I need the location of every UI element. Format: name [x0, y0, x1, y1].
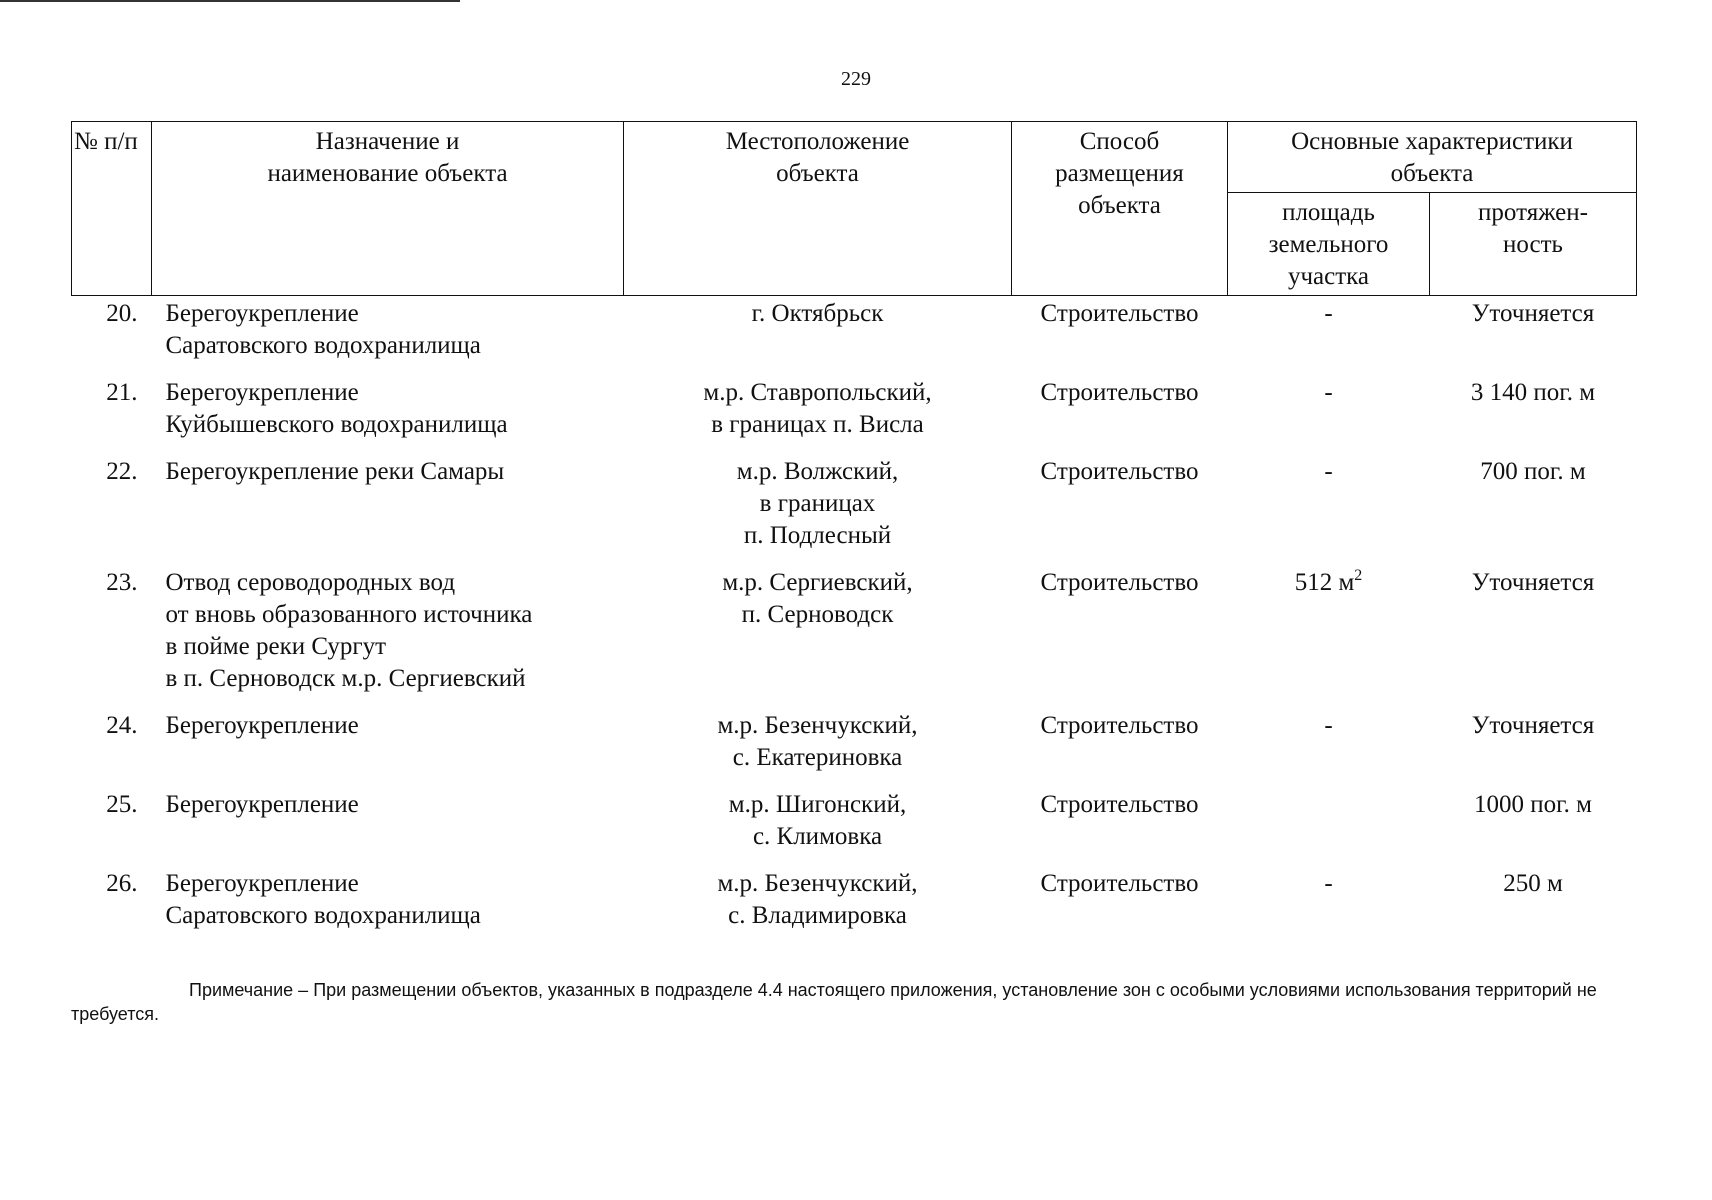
- row-area-value: -: [1324, 300, 1333, 327]
- header-name: [152, 122, 624, 296]
- header-length-line: протяжен-: [1478, 199, 1588, 226]
- row-area-value: -: [1324, 870, 1333, 897]
- header-characteristics-line: Основные характеристики: [1291, 128, 1573, 155]
- row-name-line: Берегоукрепление: [165, 379, 359, 406]
- table-row: [72, 296, 1637, 376]
- row-area: [1228, 708, 1430, 787]
- table-row: [72, 787, 1637, 866]
- row-area-superscript: 2: [1354, 567, 1363, 584]
- row-method: Строительство: [1040, 458, 1199, 485]
- row-method: Строительство: [1040, 870, 1199, 897]
- row-name-line: Берегоукрепление реки Самары: [165, 458, 505, 485]
- table-row: [72, 866, 1637, 945]
- row-number: 24.: [106, 712, 138, 739]
- row-area: [1228, 375, 1430, 454]
- table-row: [72, 454, 1637, 565]
- header-name-line: наименование объекта: [267, 160, 508, 187]
- row-area: [1228, 454, 1430, 565]
- row-area: [1228, 866, 1430, 945]
- row-number: 23.: [106, 569, 138, 596]
- header-method-line: объекта: [1078, 192, 1161, 219]
- row-location-line: м.р. Сергиевский,: [722, 569, 913, 596]
- header-area-line: участка: [1287, 263, 1370, 290]
- header-location-line: Местоположение: [725, 128, 910, 155]
- row-location: [624, 787, 1012, 866]
- objects-table: [71, 121, 1637, 945]
- row-length: 1000 пог. м: [1474, 791, 1592, 818]
- row-name-line: в п. Серноводск м.р. Сергиевский: [165, 665, 526, 692]
- row-name: [152, 787, 624, 866]
- row-location-line: в границах п. Висла: [711, 411, 924, 438]
- row-name-line: Берегоукрепление: [165, 300, 359, 327]
- row-location-line: п. Подлесный: [743, 522, 892, 549]
- row-area-value: -: [1324, 712, 1333, 739]
- row-method: Строительство: [1040, 379, 1199, 406]
- row-name-line: Саратовского водохранилища: [165, 332, 481, 359]
- header-area: [1228, 193, 1430, 296]
- row-area-value: 512 м: [1294, 569, 1355, 596]
- row-method: Строительство: [1040, 791, 1199, 818]
- row-name-line: Берегоукрепление: [165, 791, 359, 818]
- row-location: [624, 454, 1012, 565]
- row-location-line: м.р. Безенчукский,: [717, 712, 918, 739]
- row-name: [152, 565, 624, 708]
- table-row: [72, 375, 1637, 454]
- row-area-value: -: [1324, 458, 1333, 485]
- row-number: 20.: [106, 300, 138, 327]
- header-name-line: Назначение и: [315, 128, 460, 155]
- row-name: [152, 454, 624, 565]
- row-location-line: м.р. Шигонский,: [728, 791, 907, 818]
- row-name-line: Берегоукрепление: [165, 712, 359, 739]
- row-method: Строительство: [1040, 712, 1199, 739]
- header-characteristics-line: объекта: [1390, 160, 1474, 187]
- row-area: [1228, 296, 1430, 376]
- row-method: Строительство: [1040, 569, 1199, 596]
- header-location: [624, 122, 1012, 296]
- row-area: [1228, 787, 1430, 866]
- row-name-line: от вновь образованного источника: [165, 601, 533, 628]
- row-location-line: г. Октябрьск: [751, 300, 884, 327]
- header-location-line: объекта: [776, 160, 859, 187]
- row-length: 700 пог. м: [1480, 458, 1586, 485]
- row-location-line: с. Екатериновка: [732, 744, 903, 771]
- row-length: 250 м: [1503, 870, 1563, 897]
- row-area: [1228, 565, 1430, 708]
- row-location-line: м.р. Волжский,: [736, 458, 899, 485]
- row-location: [624, 296, 1012, 376]
- row-number: 26.: [106, 870, 138, 897]
- row-name-line: Куйбышевского водохранилища: [165, 411, 508, 438]
- row-area-value: -: [1324, 379, 1333, 406]
- row-name: [152, 866, 624, 945]
- row-name-line: Саратовского водохранилища: [165, 902, 481, 929]
- page-number: 229: [841, 68, 871, 90]
- header-method-line: Способ: [1079, 128, 1160, 155]
- row-location: [624, 565, 1012, 708]
- header-method-line: размещения: [1055, 160, 1184, 187]
- scan-edge-line: [0, 0, 460, 2]
- row-location-line: п. Серноводск: [741, 601, 894, 628]
- header-area-line: площадь: [1282, 199, 1375, 226]
- header-num: № п/п: [72, 122, 152, 296]
- row-name: [152, 296, 624, 376]
- row-location-line: м.р. Ставропольский,: [703, 379, 932, 406]
- table-row: [72, 565, 1637, 708]
- row-number: 21.: [106, 379, 138, 406]
- header-area-line: земельного: [1268, 231, 1389, 258]
- row-location-line: с. Климовка: [752, 823, 883, 850]
- header-method: [1012, 122, 1228, 296]
- table-row: [72, 708, 1637, 787]
- footnote: Примечание – При размещении объектов, указанных в подразделе 4.4 настоящего приложения, установление зон с особыми условиями использования территорий не требуется.: [71, 980, 1597, 1024]
- row-location-line: с. Владимировка: [728, 902, 907, 929]
- row-name-line: в пойме реки Сургут: [165, 633, 387, 660]
- table-header: [72, 122, 1637, 296]
- row-length: Уточняется: [1471, 300, 1595, 327]
- row-location: [624, 866, 1012, 945]
- row-location-line: в границах: [759, 490, 876, 517]
- row-location: [624, 375, 1012, 454]
- row-name-line: Отвод сероводородных вод: [165, 569, 456, 596]
- header-length-line: ность: [1503, 231, 1563, 258]
- row-name: [152, 375, 624, 454]
- row-length: Уточняется: [1471, 569, 1595, 596]
- row-length: Уточняется: [1471, 712, 1595, 739]
- row-number: 25.: [106, 791, 138, 818]
- header-length: [1430, 193, 1637, 296]
- row-method: Строительство: [1040, 300, 1199, 327]
- table-body: [72, 296, 1637, 946]
- row-name: [152, 708, 624, 787]
- header-characteristics: [1228, 122, 1637, 193]
- row-location-line: м.р. Безенчукский,: [717, 870, 918, 897]
- row-location: [624, 708, 1012, 787]
- row-name-line: Берегоукрепление: [165, 870, 359, 897]
- row-length: 3 140 пог. м: [1470, 379, 1596, 406]
- row-number: 22.: [106, 458, 138, 485]
